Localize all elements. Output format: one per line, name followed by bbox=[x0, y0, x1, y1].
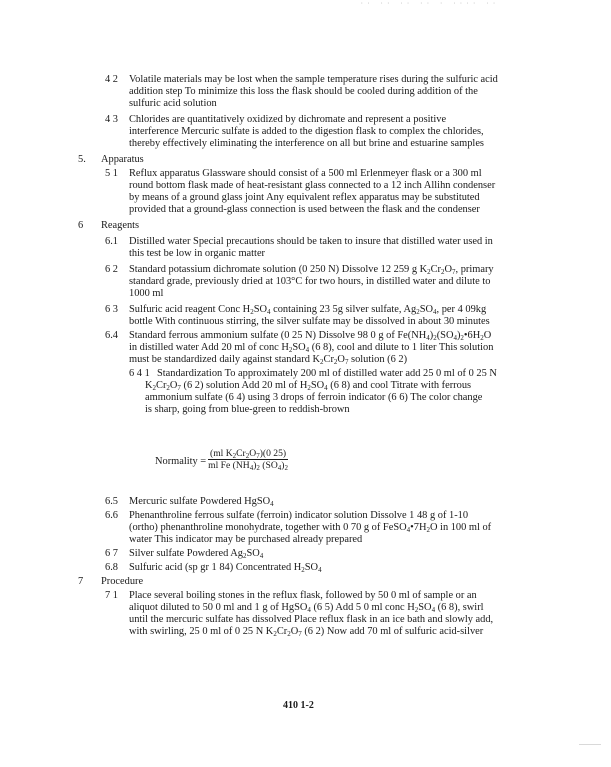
text-line: round bottom flask made of heat-resistant glass connected to a 12 inch Allihn condenser bbox=[129, 180, 496, 191]
text-line: Standardization To approximately 200 ml of distilled water add 25 0 ml of 0 25 N bbox=[157, 368, 497, 379]
section-heading: Apparatus bbox=[101, 154, 144, 165]
text-line: with swirling, 25 0 ml of 0 25 N $K_2Cr_2O_7$ (6 2) Now add 70 ml of sulfuric acid-silver bbox=[129, 626, 484, 638]
section-number: 7 bbox=[78, 576, 84, 587]
text-line: until the mercuric sulfate has dissolved Place reflux flask in an ice bath and slowly add, bbox=[129, 614, 494, 625]
section-number: 4 3 bbox=[105, 114, 118, 125]
text-line: standard grade, previously dried at 103°C for two hours, in distilled water and dilute to bbox=[129, 276, 491, 287]
header-scan-marks: ·· ·· ·· ·· · ···· ·· bbox=[360, 0, 499, 7]
text-line: thereby effectively eliminating the interference on all but brine and estuarine samples bbox=[129, 138, 484, 149]
section-number: 6.5 bbox=[105, 496, 118, 507]
section-number: 5. bbox=[78, 154, 86, 165]
formula-numerator: (ml $K_2Cr_2O_7)(0$ 25) bbox=[210, 448, 287, 460]
formula-lhs: Normality = bbox=[155, 456, 207, 467]
text-line: Phenanthroline ferrous sulfate (ferroin) indicator solution Dissolve 1 48 g of 1-10 bbox=[129, 510, 469, 521]
text-line: Volatile materials may be lost when the sample temperature rises during the sulfuric acid bbox=[129, 74, 498, 85]
text-line: ammonium sulfate (6 4) using 3 drops of ferroin indicator (6 6) The color change bbox=[145, 392, 483, 403]
section-number: 5 1 bbox=[105, 168, 118, 179]
text-line: Sulfuric acid (sp gr 1 84) Concentrated $H_2SO_4$ bbox=[129, 562, 322, 574]
section-number: 6 3 bbox=[105, 304, 118, 315]
text-line: (ortho) phenanthroline monohydrate, together with 0 70 g of $FeSO_4•7H_2O$ in 100 ml of bbox=[129, 522, 492, 534]
text-line: is sharp, going from blue-green to reddish-brown bbox=[145, 404, 350, 415]
text-line: Distilled water Special precautions should be taken to insure that distilled water used in bbox=[129, 236, 493, 247]
section-number: 7 1 bbox=[105, 590, 118, 601]
text-line: by means of a ground glass joint Any equivalent reflex apparatus may be substituted bbox=[129, 192, 480, 203]
text-line: water This indicator may be purchased already prepared bbox=[129, 534, 363, 545]
section-number: 6.1 bbox=[105, 236, 118, 247]
text-line: interference Mercuric sulfate is added to the digestion flask to complex the chlorides, bbox=[129, 126, 484, 137]
text-line: bottle With continuous stirring, the silver sulfate may be dissolved in about 30 minutes bbox=[129, 316, 490, 327]
section-number: 4 2 bbox=[105, 74, 118, 85]
text-line: Mercuric sulfate Powdered HgSO$_4$ bbox=[129, 496, 274, 508]
formula-denominator: ml Fe $(NH_4)_2$ $(SO_4)_2$ bbox=[208, 460, 288, 472]
section-number: 6 2 bbox=[105, 264, 118, 275]
text-line: addition step To minimize this loss the flask should be cooled during addition of the bbox=[129, 86, 478, 97]
text-line: Chlorides are quantitatively oxidized by dichromate and represent a positive bbox=[129, 114, 447, 125]
formula-fraction bbox=[208, 448, 288, 471]
section-number: 6 bbox=[78, 220, 84, 231]
text-line: $K_2Cr_2O_7$ (6 2) solution Add 20 ml of $H_2SO_4$ (6 8) and cool Titrate with ferrous bbox=[145, 380, 472, 392]
section-heading: Procedure bbox=[101, 576, 144, 587]
text-line: this test be low in organic matter bbox=[129, 248, 266, 259]
section-number: 6 4 1 bbox=[129, 368, 150, 379]
text-line: Reflux apparatus Glassware should consist of a 500 ml Erlenmeyer flask or a 300 ml bbox=[129, 168, 482, 179]
section-number: 6 7 bbox=[105, 548, 118, 559]
text-line: sulfuric acid solution bbox=[129, 98, 217, 109]
text-line: Silver sulfate Powdered $Ag_2SO_4$ bbox=[129, 548, 264, 560]
section-number: 6.8 bbox=[105, 562, 118, 573]
text-line: provided that a ground-glass connection is used between the flask and the condenser bbox=[129, 204, 480, 215]
text-line: must be standardized daily against standard $K_2Cr_2O_7$ solution (6 2) bbox=[129, 354, 408, 366]
scan-edge-mark bbox=[579, 744, 601, 745]
text-line: 1000 ml bbox=[129, 288, 164, 299]
section-number: 6.4 bbox=[105, 330, 118, 341]
section-number: 6.6 bbox=[105, 510, 118, 521]
text-line: aliquot diluted to 50 0 ml and 1 g of HgSO$_4$ (6 5) Add 5 0 ml conc $H_2SO_4$ (6 8), swirl bbox=[129, 602, 484, 614]
section-heading: Reagents bbox=[101, 220, 140, 231]
page-number: 410 1-2 bbox=[283, 700, 314, 711]
text-line: Place several boiling stones in the reflux flask, followed by 50 0 ml of sample or an bbox=[129, 590, 477, 601]
text-line: in distilled water Add 20 ml of conc $H_2SO_4$ (6 8), cool and dilute to 1 liter This solution bbox=[129, 342, 494, 354]
text-line: Sulfuric acid reagent Conc $H_2SO_4$ containing 23 5g silver sulfate, $Ag_2SO_4$, per 4 09kg bbox=[129, 304, 487, 316]
text-line: Standard ferrous ammonium sulfate (0 25 N) Dissolve 98 0 g of $Fe(NH_4)_2(SO_4)_2•6H_2O$ bbox=[129, 330, 492, 342]
text-line: Standard potassium dichromate solution (0 250 N) Dissolve 12 259 g $K_2Cr_2O_7$, primary bbox=[129, 264, 494, 276]
